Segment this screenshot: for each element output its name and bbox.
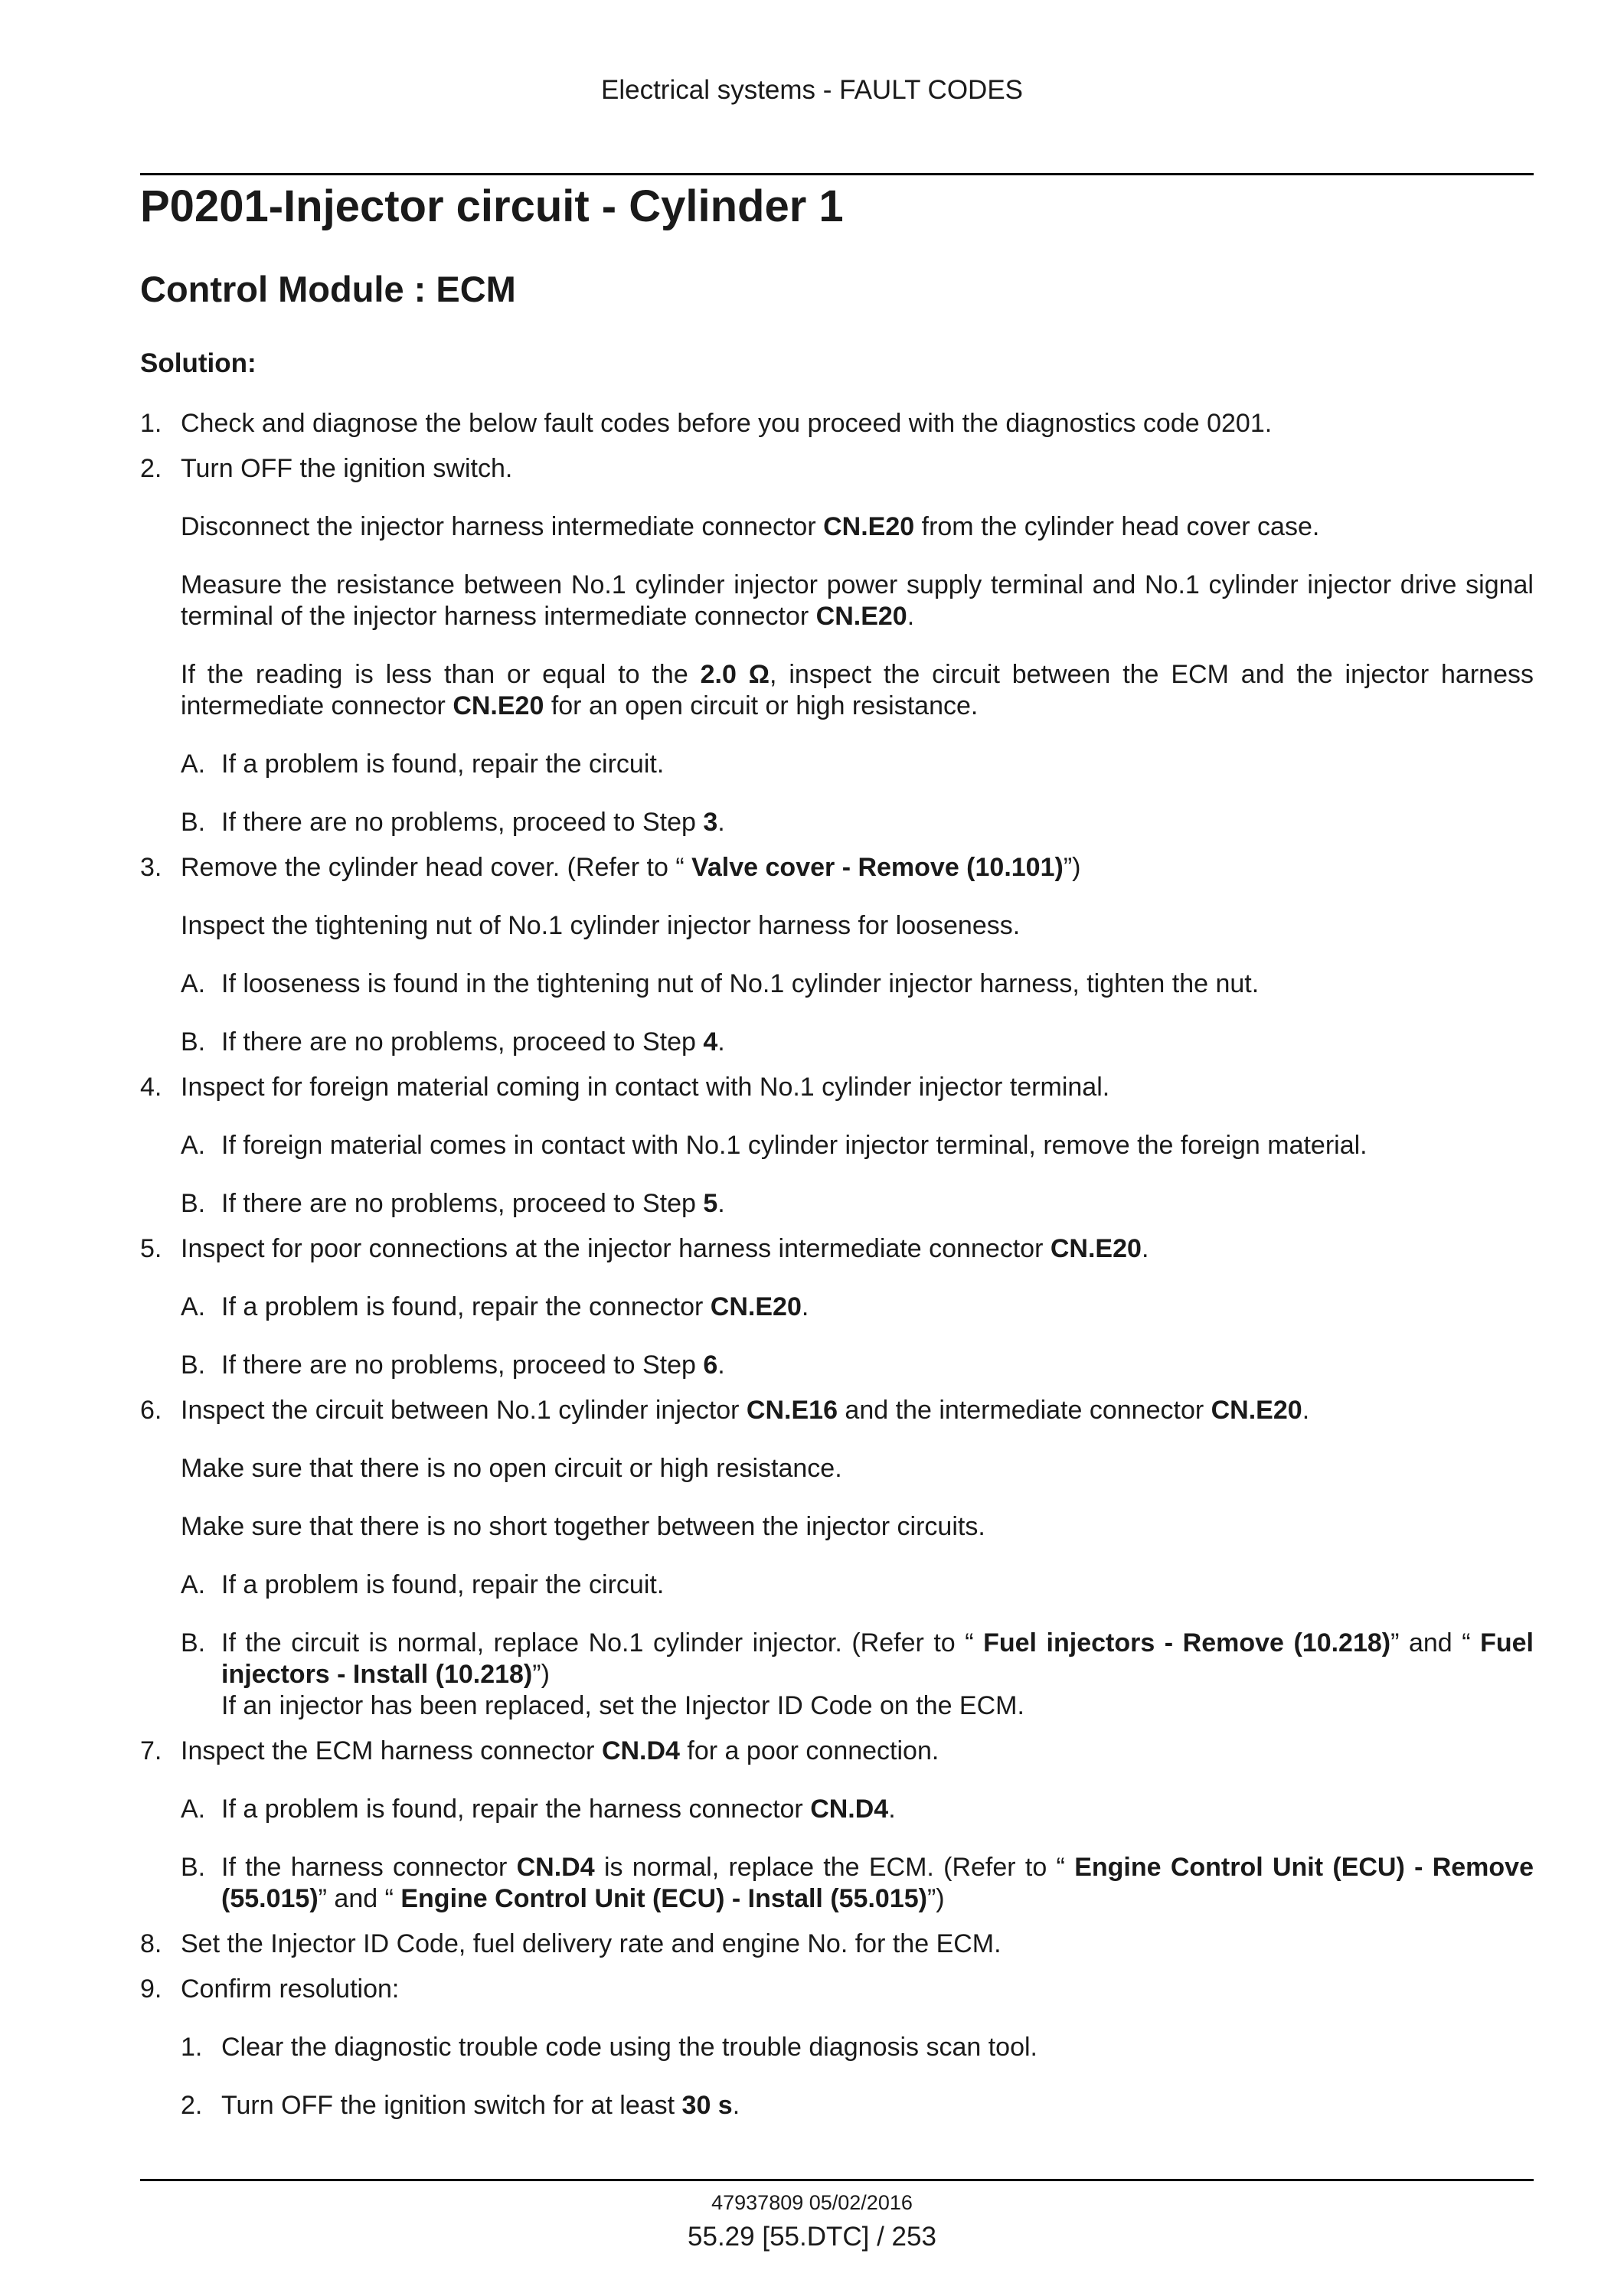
substep-2: 2. Turn OFF the ignition switch for at least 30 s. <box>181 2091 740 2120</box>
step-text: Confirm resolution: <box>181 1974 400 2004</box>
step-9 <box>140 1974 1534 2121</box>
resistance-value: 2.0 Ω <box>700 660 770 689</box>
step-number: 9. <box>140 1974 162 2004</box>
step-paragraph: If the reading is less than or equal to the 2.0 Ω, inspect the circuit between the ECM and the injector harness intermediate connector CN.E20 for an open circuit or high resistance. <box>181 660 1534 720</box>
substep-a: A. If a problem is found, repair the harness connector CN.D4. <box>181 1795 896 1824</box>
connector-ref: CN.E20 <box>823 512 915 541</box>
step-text: Check and diagnose the below fault codes before you proceed with the diagnostics code 0201. <box>181 409 1273 438</box>
connector-ref: CN.D4 <box>516 1853 595 1882</box>
step-number: 3. <box>140 853 162 882</box>
step-number: 8. <box>140 1929 162 1958</box>
control-module-heading: Control Module : ECM <box>140 269 516 309</box>
connector-ref: CN.E20 <box>1050 1234 1142 1263</box>
reference-link[interactable]: Valve cover - Remove (10.101) <box>691 853 1064 882</box>
step-paragraph: Measure the resistance between No.1 cylinder injector power supply terminal and No.1 cylinder injector drive signal terminal of the injector harness intermediate connector CN.E20. <box>181 570 1534 631</box>
reference-link[interactable]: Engine Control Unit (ECU) - Remove (55.015) <box>221 1853 1534 1913</box>
step-text: Inspect for poor connections at the injector harness intermediate connector CN.E20. <box>181 1234 1149 1263</box>
step-2 <box>140 453 1534 838</box>
step-6 <box>140 1395 1534 1722</box>
page-title: P0201-Injector circuit - Cylinder 1 <box>140 181 844 231</box>
reference-link[interactable]: Fuel injectors - Install (10.218) <box>221 1628 1534 1689</box>
step-paragraph: Make sure that there is no open circuit or high resistance. <box>181 1454 842 1483</box>
step-ref: 3 <box>703 808 718 837</box>
substep-b: B. If the circuit is normal, replace No.1 cylinder injector. (Refer to “ Fuel injectors - Remove (10.218)” and “ Fuel injectors - Install (10.218)”) If an injector has been replaced, set the Injector ID Code on the ECM. <box>181 1628 1534 1720</box>
step-ref: 5 <box>703 1189 718 1218</box>
step-ref: 6 <box>703 1350 718 1380</box>
substep-a: A. If a problem is found, repair the circuit. <box>181 1570 665 1599</box>
step-paragraph: Disconnect the injector harness intermediate connector CN.E20 from the cylinder head cover case. <box>181 512 1320 541</box>
connector-ref: CN.E20 <box>1211 1396 1302 1425</box>
connector-ref: CN.E20 <box>815 602 907 631</box>
connector-ref: CN.E20 <box>453 691 544 720</box>
substep-a: A. If looseness is found in the tightening nut of No.1 cylinder injector harness, tighten the nut. <box>181 969 1260 998</box>
step-text: Inspect the ECM harness connector CN.D4 for a poor connection. <box>181 1736 939 1765</box>
connector-ref: CN.E20 <box>710 1292 802 1321</box>
connector-ref: CN.D4 <box>601 1736 680 1765</box>
step-number: 2. <box>140 454 162 483</box>
solution-label: Solution: <box>140 348 257 378</box>
substep-a: A. If foreign material comes in contact with No.1 cylinder injector terminal, remove the foreign material. <box>181 1131 1367 1160</box>
substep-b: B. If there are no problems, proceed to Step 3. <box>181 808 725 837</box>
duration-value: 30 s <box>681 2091 733 2120</box>
step-text: Inspect for foreign material coming in contact with No.1 cylinder injector terminal. <box>181 1073 1110 1102</box>
step-7 <box>140 1736 1534 1915</box>
substep-b: B. If there are no problems, proceed to Step 5. <box>181 1189 725 1218</box>
procedure-steps <box>140 408 1534 2121</box>
step-number: 4. <box>140 1073 162 1102</box>
step-text: Set the Injector ID Code, fuel delivery rate and engine No. for the ECM. <box>181 1929 1002 1958</box>
substep-a: A. If a problem is found, repair the connector CN.E20. <box>181 1292 809 1321</box>
connector-ref: CN.E16 <box>746 1396 838 1425</box>
step-text: Turn OFF the ignition switch. <box>181 454 513 483</box>
footer-rule <box>140 2179 1534 2181</box>
step-text: Inspect the circuit between No.1 cylinder injector CN.E16 and the intermediate connector CN.E20. <box>181 1396 1310 1425</box>
reference-link[interactable]: Fuel injectors - Remove (10.218) <box>983 1628 1391 1657</box>
substep-b: B. If there are no problems, proceed to Step 4. <box>181 1027 725 1057</box>
reference-link[interactable]: Engine Control Unit (ECU) - Install (55.015) <box>400 1884 927 1913</box>
step-8 <box>140 1929 1534 1960</box>
substep-a: A. If a problem is found, repair the circuit. <box>181 750 665 779</box>
substep-note: If an injector has been replaced, set the Injector ID Code on the ECM. <box>221 1691 1024 1720</box>
step-number: 7. <box>140 1736 162 1765</box>
step-ref: 4 <box>703 1027 718 1057</box>
step-paragraph: Inspect the tightening nut of No.1 cylinder injector harness for looseness. <box>181 911 1021 940</box>
step-text: Remove the cylinder head cover. (Refer to “ Valve cover - Remove (10.101)”) <box>181 853 1081 882</box>
step-1 <box>140 408 1534 439</box>
substep-1: 1. Clear the diagnostic trouble code using the trouble diagnosis scan tool. <box>181 2033 1038 2062</box>
substep-b: B. If there are no problems, proceed to Step 6. <box>181 1350 725 1380</box>
header-rule <box>140 173 1534 175</box>
step-number: 6. <box>140 1396 162 1425</box>
step-number: 5. <box>140 1234 162 1263</box>
document-id: 47937809 05/02/2016 <box>711 2191 913 2214</box>
step-4 <box>140 1072 1534 1220</box>
running-header: Electrical systems - FAULT CODES <box>600 75 1024 105</box>
substep-b: B. If the harness connector CN.D4 is normal, replace the ECM. (Refer to “ Engine Control Unit (ECU) - Remove (55.015)” and “ Engine Control Unit (ECU) - Install (55.015)”) <box>181 1853 1534 1913</box>
step-5 <box>140 1233 1534 1381</box>
step-3 <box>140 852 1534 1058</box>
page-number: 55.29 [55.DTC] / 253 <box>688 2222 936 2252</box>
step-paragraph: Make sure that there is no short together between the injector circuits. <box>181 1512 985 1541</box>
step-number: 1. <box>140 409 162 438</box>
connector-ref: CN.D4 <box>810 1795 889 1824</box>
